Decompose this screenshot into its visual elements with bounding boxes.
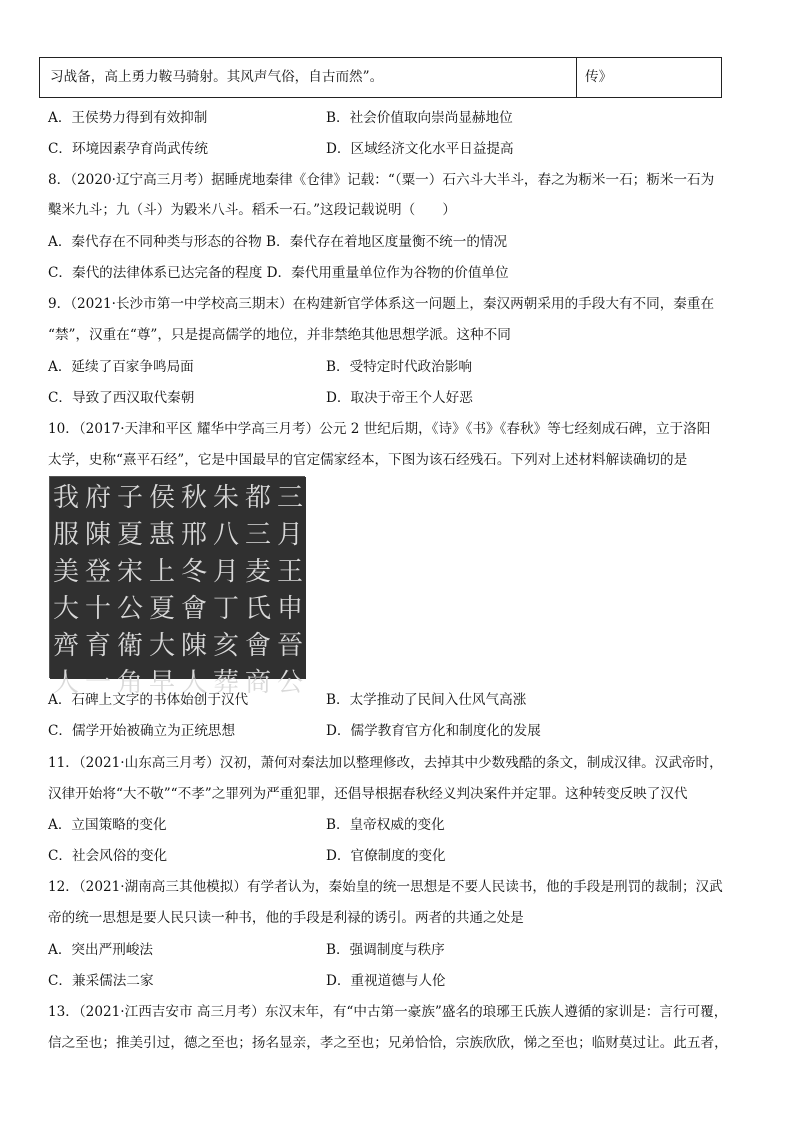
q12-option-a: A．突出严刑峻法	[48, 942, 153, 958]
q7-option-c: C．环境因素孕育尚武传统	[48, 141, 208, 157]
stele-char: 大	[52, 594, 79, 624]
stele-char: 丁	[212, 594, 239, 624]
q13-stem-line1: 13．（2021·江西吉安市 高三月考）东汉末年，有“中古第一豪族”盛名的琅琊王氏族人遵循的家训是：言行可覆，	[48, 1004, 728, 1020]
stele-char: 冬	[180, 557, 207, 587]
q11-option-b: B．皇帝权威的变化	[326, 817, 445, 833]
q12-option-d: D．重视道德与人伦	[326, 973, 446, 989]
stele-char: 惠	[148, 520, 175, 550]
q8-stem-line2: 糳米九斗；九（斗）为毇米八斗。稻禾一石。”这段记载说明（ ）	[48, 202, 456, 218]
q9-stem-line1: 9．（2021·长沙市第一中学校高三期末）在构建新官学体系这一问题上，秦汉两朝采用的手段大有不同，秦重在	[48, 296, 715, 312]
q10-stem-line2: 太学，史称“熹平石经”，它是中国最早的官定儒家经本，下图为该石经残石。下列对上述材料解读确切的是	[48, 452, 688, 468]
stele-char: 陳	[180, 631, 207, 661]
q12-stem-line2: 帝的统一思想是要人民只读一种书，他的手段是利禄的诱引。两者的共通之处是	[48, 910, 524, 926]
q10-option-a: A．石碑上文字的书体始创于汉代	[48, 692, 249, 708]
stele-char: 晉	[276, 631, 303, 661]
q10-stem-line1: 10．（2017·天津和平区 耀华中学高三月考）公元 2 世纪后期，《诗》《书》《春秋》等七经刻成石碑，立于洛阳	[48, 421, 711, 437]
q12-stem-line1: 12．（2021·湖南高三其他模拟）有学者认为，秦始皇的统一思想是不要人民读书，他的手段是刑罚的裁制；汉武	[48, 879, 723, 895]
table-cell-source: 传》	[585, 69, 613, 85]
q7-option-a: A．王侯势力得到有效抑制	[48, 110, 208, 126]
stele-char: 會	[180, 594, 207, 624]
stele-char: 三	[276, 483, 303, 513]
material-table	[39, 57, 722, 98]
stele-char: 亥	[212, 631, 239, 661]
q8-options-cd: C．秦代的法律体系已达完备的程度 D．秦代用重量单位作为谷物的价值单位	[48, 265, 509, 281]
stele-char: 衛	[116, 631, 143, 661]
stele-char: 申	[276, 594, 303, 624]
q9-option-b: B．受特定时代政治影响	[326, 359, 472, 375]
stele-char: 公	[276, 668, 303, 698]
stele-char: 三	[244, 520, 271, 550]
stele-char: 十	[84, 594, 111, 624]
stele-char: 邢	[180, 520, 207, 550]
q12-option-c: C．兼采儒法二家	[48, 973, 154, 989]
q11-stem-line1: 11．（2021·山东高三月考）汉初，萧何对秦法加以整理修改，去掉其中少数残酷的条文，制成汉律。汉武帝时，	[48, 755, 723, 771]
stele-characters	[50, 477, 306, 698]
stele-char: 角	[116, 668, 143, 698]
stele-char: 夏	[148, 594, 175, 624]
stele-char: 子	[116, 483, 143, 513]
stele-char: 王	[276, 557, 303, 587]
stele-char: 月	[212, 557, 239, 587]
stele-char: 服	[52, 520, 79, 550]
stele-char: 都	[244, 483, 271, 513]
q10-option-c: C．儒学开始被确立为正统思想	[48, 723, 236, 739]
stele-char: 我	[52, 483, 79, 513]
q9-option-a: A．延续了百家争鸣局面	[48, 359, 194, 375]
q7-option-d: D．区域经济文化水平日益提高	[326, 141, 514, 157]
q9-option-d: D．取决于帝王个人好恶	[326, 390, 473, 406]
stele-char: 府	[84, 483, 111, 513]
q10-option-d: D．儒学教育官方化和制度化的发展	[326, 723, 541, 739]
stele-char: 育	[84, 631, 111, 661]
stele-char: 登	[84, 557, 111, 587]
q12-option-b: B．强调制度与秩序	[326, 942, 445, 958]
stele-char: 氏	[244, 594, 271, 624]
q9-stem-line2: “禁”，汉重在“尊”，只是提高儒学的地位，并非禁绝其他思想学派。这种不同	[48, 327, 511, 343]
stele-char: 會	[244, 631, 271, 661]
stele-char: 葬	[212, 668, 239, 698]
table-cell-text: 习战备，高上勇力鞍马骑射。其风声气俗，自古而然”。	[40, 58, 577, 97]
q10-option-b: B．太学推动了民间入仕风气高涨	[326, 692, 527, 708]
q8-stem-line1: 8．（2020·辽宁高三月考）据睡虎地秦律《仓律》记载：“（粟一）石六斗大半斗，舂之为粝米一石；粝米一石为	[48, 172, 715, 188]
stele-char: 宋	[116, 557, 143, 587]
stele-char: 商	[244, 668, 271, 698]
q8-options-ab: A．秦代存在不同种类与形态的谷物 B．秦代存在着地区度量衡不统一的情况	[48, 234, 508, 250]
stele-char: 上	[148, 557, 175, 587]
stele-char: 麦	[244, 557, 271, 587]
q13-stem-line2: 信之至也；推美引过，德之至也；扬名显亲，孝之至也；兄弟恰恰，宗族欣欣，悌之至也；临财莫过让。此五者，	[48, 1035, 728, 1051]
q11-option-c: C．社会风俗的变化	[48, 848, 168, 864]
q7-option-b: B．社会价值取向崇尚显赫地位	[326, 110, 513, 126]
stele-char: 人	[52, 668, 79, 698]
q11-stem-line2: 汉律开始将“大不敬”“不孝”之罪列为严重犯罪，还倡导根据春秋经义判决案件并定罪。这种转变反映了汉代	[48, 786, 688, 802]
q11-option-d: D．官僚制度的变化	[326, 848, 446, 864]
stele-char: 月	[276, 520, 303, 550]
stele-char: 大	[148, 631, 175, 661]
stele-char: 人	[180, 668, 207, 698]
stele-char: 早	[148, 668, 175, 698]
stele-char: 八	[212, 520, 239, 550]
stele-char: 侯	[148, 483, 175, 513]
stele-char: 夏	[116, 520, 143, 550]
stele-char: 美	[52, 557, 79, 587]
stone-stele-image	[49, 476, 305, 698]
stele-char: 朱	[212, 483, 239, 513]
stele-char: 齊	[52, 631, 79, 661]
stele-char: 一	[84, 668, 111, 698]
stele-char: 陳	[84, 520, 111, 550]
stele-char: 公	[116, 594, 143, 624]
q11-option-a: A．立国策略的变化	[48, 817, 167, 833]
stele-char: 秋	[180, 483, 207, 513]
q9-option-c: C．导致了西汉取代秦朝	[48, 390, 195, 406]
